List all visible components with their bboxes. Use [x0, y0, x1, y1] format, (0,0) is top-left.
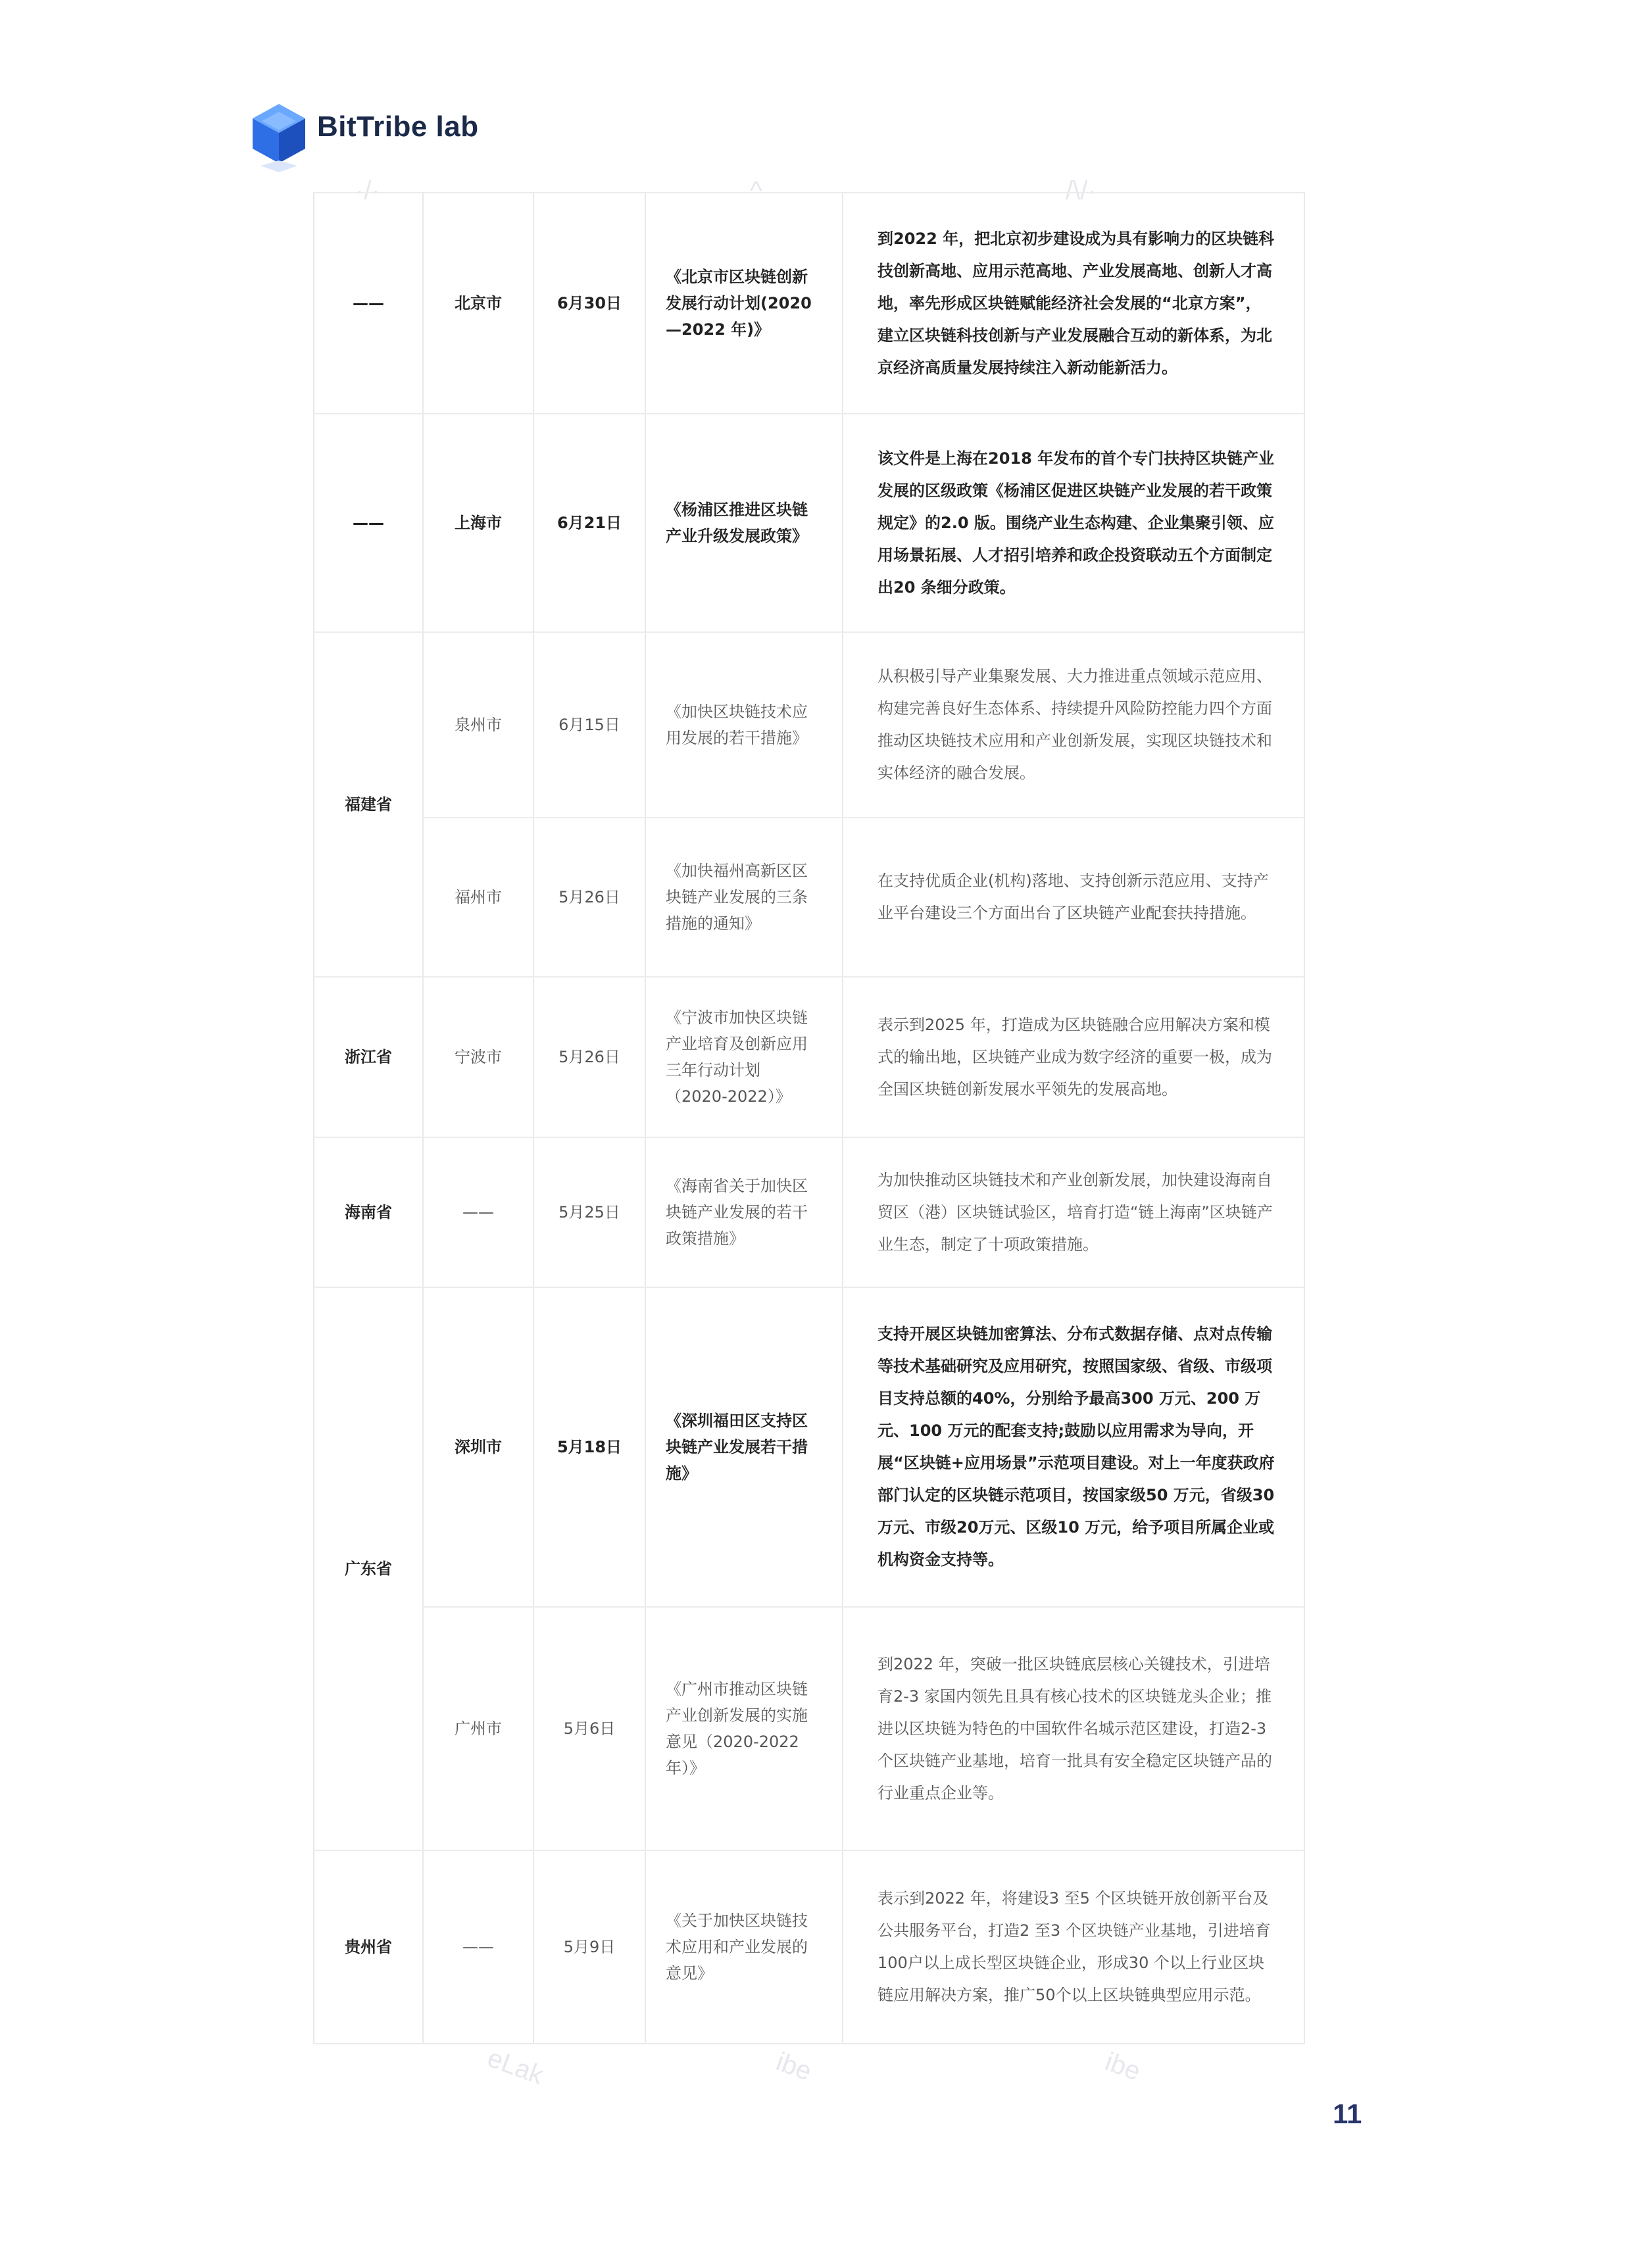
- city-cell: ——: [423, 1850, 533, 2044]
- watermark: ibe: [772, 2047, 816, 2086]
- policy-cell: 《加快福州高新区区块链产业发展的三条措施的通知》: [645, 818, 843, 977]
- province-cell: 贵州省: [314, 1850, 423, 2044]
- description-cell: 表示到2025 年，打造成为区块链融合应用解决方案和模式的输出地，区块链产业成为数字经济的重要一极，成为全国区块链创新发展水平领先的发展高地。: [843, 977, 1304, 1137]
- policy-cell: 《北京市区块链创新发展行动计划(2020—2022 年)》: [645, 193, 843, 414]
- province-cell: 福建省: [314, 632, 423, 977]
- province-cell: 浙江省: [314, 977, 423, 1137]
- description-cell: 为加快推动区块链技术和产业创新发展，加快建设海南自贸区（港）区块链试验区，培育打造“链上海南”区块链产业生态，制定了十项政策措施。: [843, 1137, 1304, 1287]
- watermark: ^: [750, 176, 762, 205]
- page-number: 11: [1333, 2098, 1362, 2129]
- description-cell: 在支持优质企业(机构)落地、支持创新示范应用、支持产业平台建设三个方面出台了区块链产业配套扶持措施。: [843, 818, 1304, 977]
- table-row: [314, 632, 1304, 818]
- description-cell: 到2022 年，突破一批区块链底层核心关键技术，引进培育2-3 家国内领先且具有核心技术的区块链龙头企业；推进以区块链为特色的中国软件名城示范区建设，打造2-3 个区块链产业基地，培育一批具有安全稳定区块链产品的行业重点企业等。: [843, 1607, 1304, 1850]
- policy-cell: 《海南省关于加快区块链产业发展的若干政策措施》: [645, 1137, 843, 1287]
- city-cell: 宁波市: [423, 977, 533, 1137]
- policy-cell: 《深圳福田区支持区块链产业发展若干措施》: [645, 1287, 843, 1607]
- policy-cell: 《杨浦区推进区块链产业升级发展政策》: [645, 414, 843, 632]
- description-cell: 表示到2022 年，将建设3 至5 个区块链开放创新平台及公共服务平台，打造2 至3 个区块链产业基地，引进培育100户以上成长型区块链企业，形成30 个以上行业区块链应用解决方案，推广50个以上区块链典型应用示范。: [843, 1850, 1304, 2044]
- date-cell: 6月21日: [533, 414, 645, 632]
- cube-logo-icon: [247, 100, 310, 172]
- table-row: [314, 193, 1304, 414]
- brand-name: BitTribe lab: [317, 111, 479, 143]
- description-cell: 该文件是上海在2018 年发布的首个专门扶持区块链产业发展的区级政策《杨浦区促进区块链产业发展的若干政策规定》的2.0 版。围绕产业生态构建、企业集聚引领、应用场景拓展、人才招引培养和政企投资联动五个方面制定出20 条细分政策。: [843, 414, 1304, 632]
- watermark: ibe: [1101, 2047, 1145, 2086]
- date-cell: 5月25日: [533, 1137, 645, 1287]
- header: [243, 99, 507, 178]
- policy-cell: 《关于加快区块链技术应用和产业发展的意见》: [645, 1850, 843, 2044]
- table-row: [314, 414, 1304, 632]
- table-row: [314, 1137, 1304, 1287]
- policy-table: [313, 192, 1304, 2044]
- watermark: ·/·: [355, 176, 380, 205]
- city-cell: 深圳市: [423, 1287, 533, 1607]
- date-cell: 5月9日: [533, 1850, 645, 2044]
- policy-cell: 《广州市推动区块链产业创新发展的实施意见（2020-2022 年）》: [645, 1607, 843, 1850]
- date-cell: 5月6日: [533, 1607, 645, 1850]
- city-cell: 泉州市: [423, 632, 533, 818]
- city-cell: 上海市: [423, 414, 533, 632]
- policy-cell: 《宁波市加快区块链产业培育及创新应用三年行动计划（2020-2022）》: [645, 977, 843, 1137]
- description-cell: 从积极引导产业集聚发展、大力推进重点领域示范应用、构建完善良好生态体系、持续提升风险防控能力四个方面推动区块链技术应用和产业创新发展，实现区块链技术和实体经济的融合发展。: [843, 632, 1304, 818]
- table-row: [314, 1850, 1304, 2044]
- date-cell: 6月15日: [533, 632, 645, 818]
- watermark: /\/·: [1066, 176, 1097, 205]
- policy-cell: 《加快区块链技术应用发展的若干措施》: [645, 632, 843, 818]
- city-cell: ——: [423, 1137, 533, 1287]
- date-cell: 6月30日: [533, 193, 645, 414]
- province-cell: ——: [314, 193, 423, 414]
- date-cell: 5月18日: [533, 1287, 645, 1607]
- province-cell: ——: [314, 414, 423, 632]
- table-row: [314, 977, 1304, 1137]
- table-row: [314, 1607, 1304, 1850]
- date-cell: 5月26日: [533, 977, 645, 1137]
- watermark: eLak: [483, 2043, 547, 2090]
- table-row: [314, 818, 1304, 977]
- city-cell: 广州市: [423, 1607, 533, 1850]
- province-cell: 广东省: [314, 1287, 423, 1850]
- description-cell: 支持开展区块链加密算法、分布式数据存储、点对点传输等技术基础研究及应用研究，按照国家级、省级、市级项目支持总额的40%，分别给予最高300 万元、200 万元、100 万元的配套支持;鼓励以应用需求为导向，开展“区块链+应用场景”示范项目建设。对上一年度获政府部门认定的区块链示范项目，按国家级50 万元，省级30 万元、市级20万元、区级10 万元，给予项目所属企业或机构资金支持等。: [843, 1287, 1304, 1607]
- city-cell: 北京市: [423, 193, 533, 414]
- description-cell: 到2022 年，把北京初步建设成为具有影响力的区块链科技创新高地、应用示范高地、产业发展高地、创新人才高地，率先形成区块链赋能经济社会发展的“北京方案”，建立区块链科技创新与产业发展融合互动的新体系，为北京经济高质量发展持续注入新动能新活力。: [843, 193, 1304, 414]
- province-cell: 海南省: [314, 1137, 423, 1287]
- city-cell: 福州市: [423, 818, 533, 977]
- table-row: [314, 1287, 1304, 1607]
- date-cell: 5月26日: [533, 818, 645, 977]
